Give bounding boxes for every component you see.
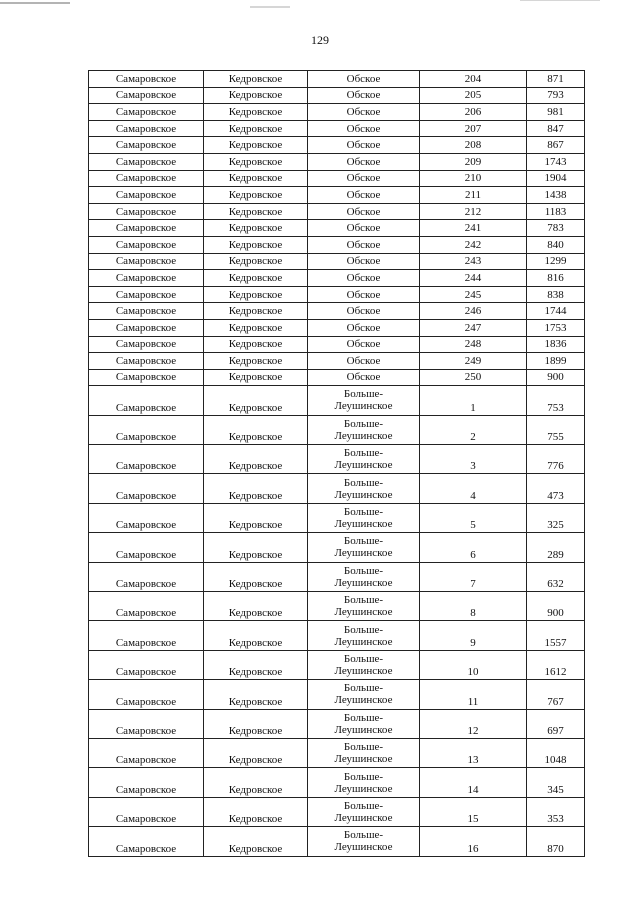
cell-tract: Обское (308, 253, 420, 270)
cell-tract: Обское (308, 236, 420, 253)
cell-quarter: 241 (420, 220, 527, 237)
cell-area: 755 (527, 415, 585, 444)
table-row (89, 650, 585, 679)
table-row (89, 187, 585, 204)
cell-tract: Больше- Леушинское (308, 650, 420, 679)
cell-district: Самаровское (89, 87, 204, 104)
cell-district: Самаровское (89, 738, 204, 767)
cell-quarter: 6 (420, 533, 527, 562)
cell-forestry: Кедровское (204, 592, 308, 621)
cell-forestry: Кедровское (204, 170, 308, 187)
cell-tract: Обское (308, 353, 420, 370)
cell-district: Самаровское (89, 827, 204, 856)
cell-quarter: 250 (420, 369, 527, 386)
cell-district: Самаровское (89, 104, 204, 121)
cell-forestry: Кедровское (204, 709, 308, 738)
table-row (89, 445, 585, 474)
cell-district: Самаровское (89, 369, 204, 386)
cell-forestry: Кедровское (204, 369, 308, 386)
table-row (89, 286, 585, 303)
cell-area: 1899 (527, 353, 585, 370)
cell-tract: Обское (308, 270, 420, 287)
table-body (89, 71, 585, 857)
cell-quarter: 13 (420, 738, 527, 767)
table-row (89, 104, 585, 121)
cell-tract: Обское (308, 170, 420, 187)
cell-forestry: Кедровское (204, 533, 308, 562)
cell-quarter: 204 (420, 71, 527, 88)
table-row (89, 797, 585, 826)
cell-area: 1836 (527, 336, 585, 353)
cell-tract: Больше- Леушинское (308, 592, 420, 621)
cell-area: 1904 (527, 170, 585, 187)
cell-forestry: Кедровское (204, 286, 308, 303)
cell-tract: Обское (308, 369, 420, 386)
cell-district: Самаровское (89, 562, 204, 591)
cell-quarter: 242 (420, 236, 527, 253)
table-row (89, 137, 585, 154)
cell-quarter: 1 (420, 386, 527, 415)
cell-quarter: 205 (420, 87, 527, 104)
cell-forestry: Кедровское (204, 768, 308, 797)
cell-tract: Больше- Леушинское (308, 474, 420, 503)
table-row (89, 203, 585, 220)
cell-area: 783 (527, 220, 585, 237)
cell-forestry: Кедровское (204, 236, 308, 253)
table-row (89, 253, 585, 270)
cell-forestry: Кедровское (204, 187, 308, 204)
cell-tract: Больше- Леушинское (308, 386, 420, 415)
cell-district: Самаровское (89, 236, 204, 253)
cell-tract: Обское (308, 336, 420, 353)
cell-quarter: 11 (420, 680, 527, 709)
cell-tract: Обское (308, 220, 420, 237)
cell-tract: Больше- Леушинское (308, 503, 420, 532)
cell-district: Самаровское (89, 474, 204, 503)
table-row (89, 768, 585, 797)
cell-tract: Обское (308, 104, 420, 121)
cell-quarter: 10 (420, 650, 527, 679)
table-row (89, 738, 585, 767)
cell-area: 1438 (527, 187, 585, 204)
cell-area: 871 (527, 71, 585, 88)
cell-tract: Больше- Леушинское (308, 621, 420, 650)
cell-forestry: Кедровское (204, 415, 308, 444)
cell-quarter: 211 (420, 187, 527, 204)
cell-forestry: Кедровское (204, 353, 308, 370)
cell-forestry: Кедровское (204, 797, 308, 826)
table-row (89, 270, 585, 287)
cell-tract: Больше- Леушинское (308, 415, 420, 444)
cell-area: 847 (527, 120, 585, 137)
cell-district: Самаровское (89, 533, 204, 562)
cell-quarter: 244 (420, 270, 527, 287)
cell-district: Самаровское (89, 621, 204, 650)
table-row (89, 236, 585, 253)
table-row (89, 533, 585, 562)
cell-area: 1753 (527, 319, 585, 336)
cell-forestry: Кедровское (204, 562, 308, 591)
cell-district: Самаровское (89, 768, 204, 797)
cell-tract: Обское (308, 286, 420, 303)
table-row (89, 709, 585, 738)
cell-tract: Обское (308, 203, 420, 220)
cell-forestry: Кедровское (204, 386, 308, 415)
cell-tract: Больше- Леушинское (308, 827, 420, 856)
cell-district: Самаровское (89, 220, 204, 237)
cell-district: Самаровское (89, 386, 204, 415)
cell-district: Самаровское (89, 319, 204, 336)
table-row (89, 827, 585, 856)
cell-district: Самаровское (89, 445, 204, 474)
cell-district: Самаровское (89, 336, 204, 353)
table-row (89, 120, 585, 137)
cell-forestry: Кедровское (204, 738, 308, 767)
cell-area: 838 (527, 286, 585, 303)
cell-area: 816 (527, 270, 585, 287)
cell-district: Самаровское (89, 253, 204, 270)
cell-tract: Обское (308, 319, 420, 336)
cell-area: 793 (527, 87, 585, 104)
cell-forestry: Кедровское (204, 153, 308, 170)
cell-forestry: Кедровское (204, 827, 308, 856)
cell-area: 900 (527, 592, 585, 621)
cell-quarter: 249 (420, 353, 527, 370)
cell-forestry: Кедровское (204, 621, 308, 650)
cell-area: 353 (527, 797, 585, 826)
cell-tract: Больше- Леушинское (308, 533, 420, 562)
cell-forestry: Кедровское (204, 445, 308, 474)
cell-area: 1299 (527, 253, 585, 270)
cell-quarter: 210 (420, 170, 527, 187)
cell-forestry: Кедровское (204, 253, 308, 270)
cell-district: Самаровское (89, 303, 204, 320)
table-row (89, 474, 585, 503)
cell-tract: Больше- Леушинское (308, 562, 420, 591)
cell-quarter: 3 (420, 445, 527, 474)
cell-district: Самаровское (89, 137, 204, 154)
cell-district: Самаровское (89, 415, 204, 444)
cell-quarter: 14 (420, 768, 527, 797)
cell-quarter: 15 (420, 797, 527, 826)
cell-area: 867 (527, 137, 585, 154)
cell-area: 776 (527, 445, 585, 474)
cell-quarter: 2 (420, 415, 527, 444)
cell-forestry: Кедровское (204, 87, 308, 104)
cell-quarter: 245 (420, 286, 527, 303)
cell-quarter: 12 (420, 709, 527, 738)
cell-forestry: Кедровское (204, 71, 308, 88)
cell-area: 767 (527, 680, 585, 709)
cell-forestry: Кедровское (204, 336, 308, 353)
scan-artifact-top-right (520, 0, 600, 1)
table-row (89, 353, 585, 370)
cell-quarter: 212 (420, 203, 527, 220)
cell-district: Самаровское (89, 120, 204, 137)
cell-district: Самаровское (89, 170, 204, 187)
cell-forestry: Кедровское (204, 203, 308, 220)
cell-forestry: Кедровское (204, 503, 308, 532)
cell-quarter: 247 (420, 319, 527, 336)
cell-forestry: Кедровское (204, 319, 308, 336)
cell-tract: Обское (308, 87, 420, 104)
cell-area: 473 (527, 474, 585, 503)
cell-district: Самаровское (89, 270, 204, 287)
cell-quarter: 5 (420, 503, 527, 532)
table-row (89, 303, 585, 320)
cell-tract: Обское (308, 120, 420, 137)
cell-area: 840 (527, 236, 585, 253)
cell-tract: Обское (308, 137, 420, 154)
cell-tract: Обское (308, 71, 420, 88)
cell-area: 1612 (527, 650, 585, 679)
cell-district: Самаровское (89, 709, 204, 738)
table-row (89, 503, 585, 532)
cell-quarter: 246 (420, 303, 527, 320)
cell-district: Самаровское (89, 187, 204, 204)
cell-tract: Больше- Леушинское (308, 680, 420, 709)
cell-district: Самаровское (89, 71, 204, 88)
table-row (89, 153, 585, 170)
cell-forestry: Кедровское (204, 270, 308, 287)
cell-forestry: Кедровское (204, 474, 308, 503)
cell-quarter: 243 (420, 253, 527, 270)
cell-forestry: Кедровское (204, 104, 308, 121)
cell-forestry: Кедровское (204, 220, 308, 237)
cell-forestry: Кедровское (204, 303, 308, 320)
cell-district: Самаровское (89, 680, 204, 709)
cell-district: Самаровское (89, 797, 204, 826)
table-row (89, 415, 585, 444)
cell-district: Самаровское (89, 353, 204, 370)
land-plots-table (88, 70, 585, 857)
cell-area: 1744 (527, 303, 585, 320)
cell-quarter: 7 (420, 562, 527, 591)
cell-tract: Больше- Леушинское (308, 709, 420, 738)
cell-area: 345 (527, 768, 585, 797)
cell-area: 753 (527, 386, 585, 415)
cell-quarter: 16 (420, 827, 527, 856)
scan-artifact-top-left (0, 2, 70, 4)
cell-area: 1743 (527, 153, 585, 170)
cell-district: Самаровское (89, 503, 204, 532)
table-row (89, 319, 585, 336)
cell-area: 900 (527, 369, 585, 386)
cell-tract: Обское (308, 303, 420, 320)
cell-quarter: 9 (420, 621, 527, 650)
table-row (89, 71, 585, 88)
cell-quarter: 4 (420, 474, 527, 503)
cell-tract: Больше- Леушинское (308, 738, 420, 767)
table-row (89, 621, 585, 650)
cell-area: 697 (527, 709, 585, 738)
table-row (89, 386, 585, 415)
cell-forestry: Кедровское (204, 137, 308, 154)
cell-quarter: 8 (420, 592, 527, 621)
cell-forestry: Кедровское (204, 650, 308, 679)
cell-tract: Больше- Леушинское (308, 768, 420, 797)
table-row (89, 369, 585, 386)
table-row (89, 170, 585, 187)
cell-district: Самаровское (89, 650, 204, 679)
cell-district: Самаровское (89, 153, 204, 170)
table-row (89, 220, 585, 237)
table-row (89, 592, 585, 621)
cell-tract: Больше- Леушинское (308, 797, 420, 826)
cell-area: 870 (527, 827, 585, 856)
cell-area: 981 (527, 104, 585, 121)
cell-area: 1557 (527, 621, 585, 650)
cell-area: 1048 (527, 738, 585, 767)
cell-area: 1183 (527, 203, 585, 220)
table-row (89, 562, 585, 591)
cell-quarter: 248 (420, 336, 527, 353)
scan-artifact-top-center (250, 6, 290, 8)
cell-area: 632 (527, 562, 585, 591)
cell-tract: Обское (308, 153, 420, 170)
cell-area: 325 (527, 503, 585, 532)
cell-district: Самаровское (89, 286, 204, 303)
cell-district: Самаровское (89, 592, 204, 621)
cell-tract: Обское (308, 187, 420, 204)
table-row (89, 680, 585, 709)
cell-area: 289 (527, 533, 585, 562)
cell-forestry: Кедровское (204, 680, 308, 709)
cell-tract: Больше- Леушинское (308, 445, 420, 474)
table-row (89, 336, 585, 353)
cell-district: Самаровское (89, 203, 204, 220)
cell-forestry: Кедровское (204, 120, 308, 137)
table-row (89, 87, 585, 104)
page-number: 129 (311, 33, 329, 47)
cell-quarter: 207 (420, 120, 527, 137)
cell-quarter: 208 (420, 137, 527, 154)
cell-quarter: 206 (420, 104, 527, 121)
cell-quarter: 209 (420, 153, 527, 170)
